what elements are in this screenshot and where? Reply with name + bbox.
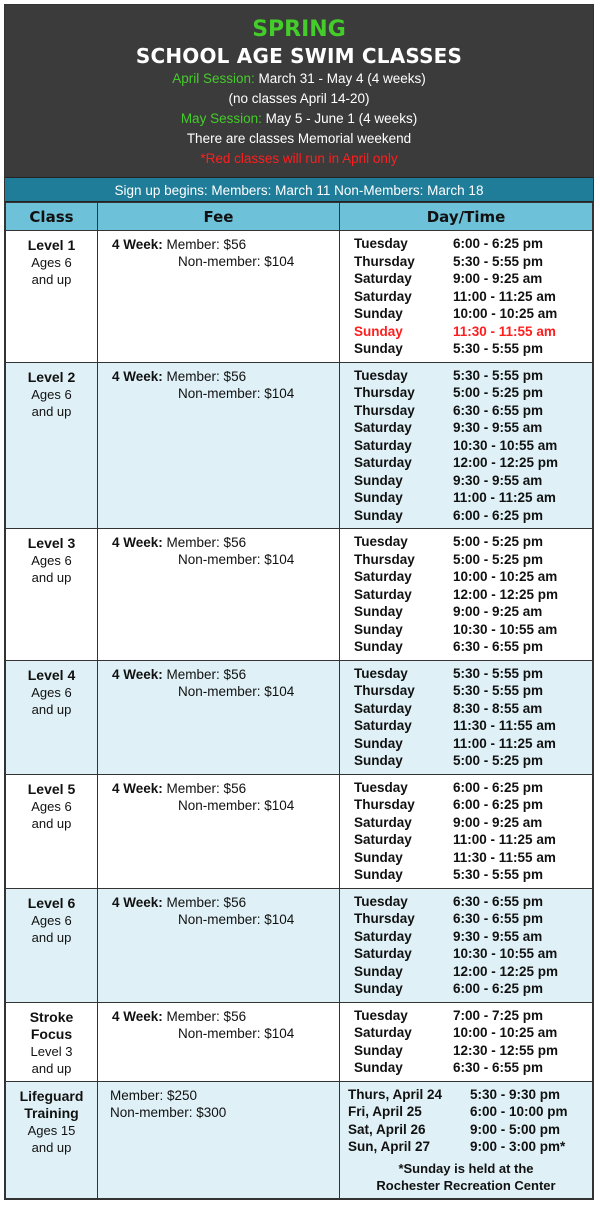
- schedule-slot: [354, 1007, 592, 1025]
- slot-day: Sunday: [354, 867, 403, 882]
- schedule-slot: [354, 454, 592, 472]
- nonmember-fee: Non-member: $300: [110, 1104, 227, 1120]
- slot-day: Tuesday: [354, 779, 408, 795]
- slot-day: Tuesday: [354, 534, 408, 549]
- table-row: [6, 362, 593, 529]
- may-session-label: May Session:: [180, 111, 262, 126]
- class-age-note: and up: [31, 570, 72, 585]
- column-header-daytime: Day/Time: [340, 203, 593, 231]
- slot-day: Thursday: [354, 683, 415, 698]
- slot-time: 11:30 - 11:55 am: [453, 323, 556, 339]
- slot-day: Saturday: [354, 437, 412, 453]
- slot-day: Sunday: [354, 735, 403, 751]
- class-age: Ages 6: [31, 255, 72, 270]
- schedule-slot: [354, 700, 592, 718]
- slot-time: 6:30 - 6:55 pm: [453, 1060, 544, 1075]
- schedule-slot: [354, 717, 592, 735]
- slot-day: Sunday: [354, 323, 403, 339]
- table-row: [6, 660, 593, 774]
- class-age-note: and up: [31, 1060, 72, 1076]
- schedule-cell: [340, 1002, 593, 1081]
- slot-time: 6:00 - 10:00 pm: [470, 1104, 568, 1119]
- slot-time: 10:00 - 10:25 am: [453, 1025, 558, 1040]
- april-session-line: [5, 69, 593, 89]
- slot-time: 5:30 - 5:55 pm: [453, 253, 544, 269]
- slot-time: 5:30 - 9:30 pm: [470, 1086, 561, 1102]
- class-cell: [6, 1081, 98, 1198]
- class-name: Level 3: [27, 535, 76, 551]
- fee-cell: [98, 660, 340, 774]
- slot-day: Saturday: [354, 928, 412, 944]
- nonmember-fee: Non-member: $104: [178, 1025, 295, 1041]
- table-header-row: [6, 203, 593, 231]
- slot-time: 5:30 - 5:55 pm: [453, 683, 544, 698]
- schedule-slot: [354, 323, 592, 341]
- slot-day: Tuesday: [354, 665, 408, 681]
- table-row: [6, 888, 593, 1002]
- column-header-fee: Fee: [98, 203, 340, 231]
- class-name: Level 2: [27, 368, 76, 385]
- nonmember-fee: Non-member: $104: [178, 552, 295, 567]
- fee-cell: [98, 1081, 340, 1198]
- slot-day: Sat, April 26: [348, 1121, 426, 1137]
- class-cell: [6, 774, 98, 888]
- slot-time: 7:00 - 7:25 pm: [453, 1007, 544, 1023]
- slot-time: 9:30 - 9:55 am: [453, 928, 543, 944]
- schedule-slot: [354, 779, 592, 797]
- may-session-note: There are classes Memorial weekend: [186, 131, 412, 146]
- schedule-slot: [354, 945, 592, 963]
- schedule-slot: [348, 1138, 592, 1156]
- member-fee: Member: $56: [166, 894, 247, 910]
- slot-time: 11:00 - 11:25 am: [453, 490, 556, 505]
- schedule-slot: [354, 489, 592, 507]
- slot-time: 6:30 - 6:55 pm: [453, 639, 544, 654]
- schedule-slot: [354, 980, 592, 998]
- schedule-slot: [354, 814, 592, 832]
- slot-time: 10:30 - 10:55 am: [453, 437, 558, 453]
- fee-cell: [98, 231, 340, 363]
- slot-time: 9:30 - 9:55 am: [453, 420, 543, 435]
- fee-period: 4 Week:: [112, 780, 163, 796]
- member-fee: Member: $56: [166, 237, 247, 252]
- slot-time: 9:00 - 9:25 am: [453, 814, 543, 830]
- fee-period: 4 Week:: [112, 666, 163, 682]
- slot-day: Sunday: [354, 753, 403, 768]
- nonmember-fee: Non-member: $104: [178, 911, 295, 927]
- slot-day: Tuesday: [354, 236, 408, 251]
- table-row-lifeguard: [6, 1081, 593, 1198]
- schedule-slot: [354, 866, 592, 884]
- schedule-slot: [348, 1103, 592, 1121]
- class-table: [5, 202, 593, 1199]
- slot-time: 12:00 - 12:25 pm: [453, 586, 559, 602]
- class-age: Ages 6: [31, 798, 72, 814]
- swim-schedule: [4, 4, 594, 1200]
- schedule-slot: [354, 665, 592, 683]
- slot-time: 6:30 - 6:55 pm: [453, 893, 544, 909]
- slot-time: 10:30 - 10:55 am: [453, 621, 558, 637]
- schedule-slot: [354, 963, 592, 981]
- page-title: SCHOOL AGE SWIM CLASSES: [135, 44, 463, 68]
- slot-day: Thursday: [354, 911, 415, 926]
- slot-time: 12:30 - 12:55 pm: [453, 1042, 559, 1058]
- slot-time: 12:00 - 12:25 pm: [453, 455, 559, 470]
- fee-period: 4 Week:: [112, 1008, 163, 1024]
- season-title: SPRING: [252, 17, 346, 42]
- class-age: Ages 6: [31, 386, 72, 402]
- slot-day: Sunday: [354, 849, 403, 865]
- class-cell: [6, 231, 98, 363]
- class-name-line2: Focus: [30, 1025, 73, 1042]
- april-session-note: (no classes April 14-20): [228, 91, 370, 106]
- nonmember-fee: Non-member: $104: [178, 385, 295, 401]
- table-row: [6, 774, 593, 888]
- class-age: Level 3: [30, 1043, 73, 1059]
- schedule-slot: [354, 682, 592, 700]
- slot-day: Sunday: [354, 1042, 403, 1058]
- slot-time: 11:00 - 11:25 am: [453, 832, 556, 847]
- slot-day: Sunday: [354, 507, 403, 523]
- slot-day: Thursday: [354, 253, 415, 269]
- location-note-line1: *Sunday is held at the: [398, 1160, 534, 1176]
- nonmember-fee: Non-member: $104: [178, 254, 295, 269]
- slot-time: 9:30 - 9:55 am: [453, 472, 543, 488]
- member-fee: Member: $56: [166, 535, 247, 550]
- schedule-slot: [348, 1121, 592, 1139]
- schedule-slot: [354, 253, 592, 271]
- slot-day: Saturday: [354, 718, 412, 733]
- class-age: Ages 6: [31, 553, 72, 568]
- class-name: Lifeguard: [19, 1087, 84, 1104]
- slot-day: Fri, April 25: [348, 1104, 422, 1119]
- slot-time: 5:30 - 5:55 pm: [453, 341, 544, 356]
- schedule-cell: [340, 231, 593, 363]
- class-name: Level 1: [27, 237, 76, 253]
- schedule-slot: [354, 419, 592, 437]
- slot-time: 5:00 - 5:25 pm: [453, 534, 544, 549]
- slot-time: 12:00 - 12:25 pm: [453, 963, 559, 979]
- may-session-dates: May 5 - June 1 (4 weeks): [265, 111, 418, 126]
- schedule-slot: [354, 603, 592, 621]
- slot-day: Saturday: [354, 455, 412, 470]
- slot-day: Saturday: [354, 832, 412, 847]
- member-fee: Member: $250: [110, 1087, 198, 1103]
- schedule-cell: [340, 1081, 593, 1198]
- location-note: [348, 1160, 592, 1194]
- fee-period: 4 Week:: [112, 535, 163, 550]
- schedule-cell: [340, 774, 593, 888]
- table-row: [6, 231, 593, 363]
- schedule-slot: [354, 340, 592, 358]
- slot-day: Tuesday: [354, 1007, 408, 1023]
- slot-day: Sunday: [354, 639, 403, 654]
- class-age-note: and up: [31, 701, 72, 717]
- class-age-note: and up: [31, 403, 72, 419]
- schedule-slot: [348, 1086, 592, 1104]
- slot-day: Saturday: [354, 700, 412, 716]
- schedule-slot: [354, 752, 592, 770]
- slot-day: Tuesday: [354, 367, 408, 383]
- schedule-slot: [354, 507, 592, 525]
- schedule-slot: [354, 1042, 592, 1060]
- slot-time: 5:00 - 5:25 pm: [453, 551, 544, 567]
- slot-time: 11:00 - 11:25 am: [453, 735, 556, 751]
- slot-time: 11:30 - 11:55 am: [453, 849, 556, 865]
- schedule-slot: [354, 893, 592, 911]
- schedule-slot: [354, 568, 592, 586]
- class-cell: [6, 362, 98, 529]
- class-age: Ages 15: [27, 1122, 76, 1138]
- slot-day: Sunday: [354, 604, 403, 619]
- slot-time: 5:00 - 5:25 pm: [453, 385, 544, 400]
- schedule-slot: [354, 402, 592, 420]
- class-name-line2: Training: [24, 1104, 79, 1121]
- class-age: Ages 6: [31, 912, 72, 928]
- slot-time: 9:00 - 9:25 am: [453, 271, 543, 286]
- class-name: Level 6: [27, 894, 76, 911]
- class-cell: [6, 660, 98, 774]
- slot-day: Saturday: [354, 420, 412, 435]
- member-fee: Member: $56: [166, 368, 247, 384]
- slot-day: Saturday: [354, 946, 412, 961]
- class-age-note: and up: [31, 1139, 72, 1155]
- slot-day: Sunday: [354, 490, 403, 505]
- slot-time: 6:00 - 6:25 pm: [453, 797, 544, 812]
- slot-day: Thursday: [354, 797, 415, 812]
- fee-cell: [98, 1002, 340, 1081]
- may-session-line: [5, 109, 593, 129]
- slot-day: Tuesday: [354, 893, 408, 909]
- fee-cell: [98, 888, 340, 1002]
- slot-day: Sunday: [354, 963, 403, 979]
- fee-cell: [98, 529, 340, 661]
- slot-day: Sun, April 27: [348, 1139, 431, 1154]
- schedule-slot: [354, 638, 592, 656]
- slot-time: 9:00 - 9:25 am: [453, 604, 543, 619]
- schedule-slot: [354, 437, 592, 455]
- fee-cell: [98, 774, 340, 888]
- slot-day: Thursday: [354, 385, 415, 400]
- slot-time: 6:30 - 6:55 pm: [453, 911, 544, 926]
- schedule-slot: [354, 586, 592, 604]
- schedule-slot: [354, 384, 592, 402]
- slot-time: 6:00 - 6:25 pm: [453, 236, 544, 251]
- schedule-slot: [354, 305, 592, 323]
- slot-time: 9:00 - 3:00 pm*: [470, 1139, 566, 1154]
- column-header-class: Class: [6, 203, 98, 231]
- class-age: Ages 6: [31, 684, 72, 700]
- slot-day: Saturday: [354, 1025, 412, 1040]
- slot-day: Sunday: [354, 621, 403, 637]
- location-note-line2: Rochester Recreation Center: [376, 1177, 556, 1193]
- class-cell: [6, 1002, 98, 1081]
- slot-day: Saturday: [354, 586, 412, 602]
- slot-day: Saturday: [354, 814, 412, 830]
- slot-time: 5:00 - 5:25 pm: [453, 753, 544, 768]
- slot-time: 10:00 - 10:25 am: [453, 569, 558, 584]
- slot-time: 11:00 - 11:25 am: [453, 288, 556, 304]
- fee-cell: [98, 362, 340, 529]
- slot-day: Sunday: [354, 981, 403, 996]
- class-age-note: and up: [31, 272, 72, 287]
- fee-period: 4 Week:: [112, 368, 163, 384]
- schedule-slot: [354, 367, 592, 385]
- slot-time: 6:00 - 6:25 pm: [453, 981, 544, 996]
- nonmember-fee: Non-member: $104: [178, 683, 295, 699]
- table-row: [6, 1002, 593, 1081]
- schedule-cell: [340, 660, 593, 774]
- slot-time: 8:30 - 8:55 am: [453, 700, 543, 716]
- schedule-header: [5, 5, 593, 177]
- schedule-slot: [354, 472, 592, 490]
- schedule-slot: [354, 928, 592, 946]
- slot-day: Saturday: [354, 569, 412, 584]
- slot-time: 5:30 - 5:55 pm: [453, 367, 544, 383]
- signup-banner: Sign up begins: Members: March 11 Non-Members: March 18: [5, 177, 593, 202]
- schedule-cell: [340, 888, 593, 1002]
- class-cell: [6, 529, 98, 661]
- schedule-slot: [354, 910, 592, 928]
- slot-time: 9:00 - 5:00 pm: [470, 1121, 561, 1137]
- schedule-cell: [340, 529, 593, 661]
- member-fee: Member: $56: [166, 780, 247, 796]
- slot-time: 6:00 - 6:25 pm: [453, 507, 544, 523]
- slot-time: 10:30 - 10:55 am: [453, 946, 558, 961]
- schedule-cell: [340, 362, 593, 529]
- april-session-label: April Session:: [172, 71, 255, 86]
- schedule-slot: [354, 621, 592, 639]
- schedule-slot: [354, 1024, 592, 1042]
- schedule-slot: [354, 831, 592, 849]
- schedule-slot: [354, 288, 592, 306]
- member-fee: Member: $56: [166, 1008, 247, 1024]
- schedule-slot: [354, 533, 592, 551]
- class-name: Stroke: [29, 1008, 74, 1025]
- schedule-slot: [354, 796, 592, 814]
- class-name: Level 5: [27, 780, 76, 797]
- class-rows: [6, 231, 593, 1199]
- class-name: Level 4: [27, 666, 76, 683]
- slot-day: Thurs, April 24: [348, 1086, 443, 1102]
- fee-period: 4 Week:: [112, 894, 163, 910]
- slot-time: 6:00 - 6:25 pm: [453, 779, 544, 795]
- schedule-slot: [354, 849, 592, 867]
- slot-day: Thursday: [354, 402, 415, 418]
- schedule-slot: [354, 235, 592, 253]
- nonmember-fee: Non-member: $104: [178, 797, 295, 813]
- class-cell: [6, 888, 98, 1002]
- slot-day: Sunday: [354, 1060, 403, 1075]
- member-fee: Member: $56: [166, 666, 247, 682]
- slot-day: Sunday: [354, 472, 403, 488]
- slot-time: 11:30 - 11:55 am: [453, 718, 556, 733]
- slot-time: 5:30 - 5:55 pm: [453, 665, 544, 681]
- fee-period: 4 Week:: [112, 237, 163, 252]
- schedule-slot: [354, 1059, 592, 1077]
- schedule-slot: [354, 735, 592, 753]
- slot-day: Saturday: [354, 271, 412, 286]
- table-row: [6, 529, 593, 661]
- schedule-slot: [354, 270, 592, 288]
- schedule-slot: [354, 551, 592, 569]
- slot-day: Thursday: [354, 551, 415, 567]
- slot-day: Saturday: [354, 288, 412, 304]
- class-age-note: and up: [31, 929, 72, 945]
- slot-day: Sunday: [354, 306, 403, 321]
- april-session-dates: March 31 - May 4 (4 weeks): [258, 71, 426, 86]
- slot-time: 10:00 - 10:25 am: [453, 306, 558, 321]
- slot-day: Sunday: [354, 341, 403, 356]
- slot-time: 5:30 - 5:55 pm: [453, 867, 544, 882]
- slot-time: 6:30 - 6:55 pm: [453, 402, 544, 418]
- red-classes-note: *Red classes will run in April only: [200, 151, 398, 166]
- class-age-note: and up: [31, 815, 72, 831]
